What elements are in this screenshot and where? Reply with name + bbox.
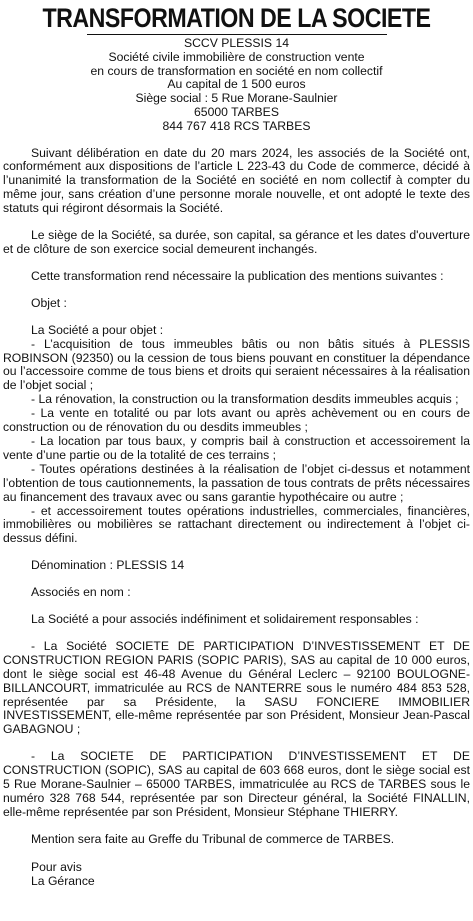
objet-item-2: - La rénovation, la construction ou la transformation desdits immeubles acquis ; [31,392,459,407]
denomination: Dénomination : PLESSIS 14 [31,558,185,573]
objet-item-6: - et accessoirement toutes opérations industrielles, commerciales, financières, immobilières ou mobilières se rattachant directement ou indirectement à l’objet ci-dessus défini. [3,503,470,546]
signature-pour-avis: Pour avis [31,859,82,874]
objet-item-4: - La location par tous baux, y compris bail à construction et accessoirement la vente d’une partie ou de la totalité de ces terrains ; [3,433,470,462]
company-type: Société civile immobilière de construction vente [108,49,365,64]
paragraph-unchanged: Le siège de la Société, sa durée, son capital, sa gérance et les dates d'ouverture et de clôture de son exercice social demeurent inchangés. [3,228,470,257]
company-name: SCCV PLESSIS 14 [184,36,289,50]
associe-sopic: - La SOCIETE DE PARTICIPATION D’INVESTISSEMENT ET DE CONSTRUCTION (SOPIC), SAS au capital de 603 668 euros, dont le siège social est 5 Rue Morane-Saulnier – 65000 TARBES, immatriculée au RCS de TARBES sous le numéro 328 768 544, représentée par son Directeur général, la Société FINALLIN, elle-même représentée par son Président, Monsieur Stéphane THIERRY. [3,749,470,819]
paragraph-publication: Cette transformation rend nécessaire la publication des mentions suivantes : [31,268,444,283]
objet-item-5: - Toutes opérations destinées à la réalisation de l’objet ci-dessus et notamment l’obtention de tous cautionnements, la passation de tous contrats de prêts nécessaires au financement des travaux avec ou sans garantie hypothécaire ou autre ; [3,461,470,504]
greffe-mention: Mention sera faite au Greffe du Tribunal de commerce de TARBES. [31,831,395,846]
objet-label: Objet : [31,295,67,310]
objet-intro: La Société a pour objet : [31,322,164,337]
company-header [3,37,470,134]
associes-intro: La Société a pour associés indéfiniment et solidairement responsables : [31,612,419,627]
notice-title: TRANSFORMATION DE LA SOCIETE [42,3,431,33]
title-divider [87,34,387,35]
objet-item-1: - L’acquisition de tous immeubles bâtis ou non bâtis situés à PLESSIS ROBINSON (92350) ou la cession de tous biens pouvant en constituer la dépendance ou l’accessoire comme de tous biens et droits qui seraient nécessaires à la réalisation de l’objet social ; [3,336,470,393]
company-status: en cours de transformation en société en nom collectif [90,63,383,78]
company-city: 65000 TARBES [194,104,279,119]
company-capital: Au capital de 1 500 euros [167,77,306,92]
objet-item-3: - La vente en totalité ou par lots avant ou après achèvement ou en cours de construction ou de rénovation du ou desdits immeubles ; [3,406,470,435]
associes-label: Associés en nom : [31,585,131,600]
signature-block [3,860,470,888]
company-seat: Siège social : 5 Rue Morane-Saulnier [135,91,338,106]
associe-sopic-paris: - La Société SOCIETE DE PARTICIPATION D’INVESTISSEMENT ET DE CONSTRUCTION REGION PARIS (SOPIC PARIS), SAS au capital de 10 000 euros, dont le siège social est 46-48 Avenue du Général Leclerc – 92100 BOULOGNE-BILLANCOURT, immatriculée au RCS de NANTERRE sous le numéro 484 853 528, représentée par sa Présidente, la SASU FONCIERE IMMOBILIER INVESTISSEMENT, elle-même représentée par son Président, Monsieur Jean-Pascal GABAGNOU ; [3,638,470,737]
paragraph-deliberation: Suivant délibération en date du 20 mars 2024, les associés de la Société ont, conformément aux dispositions de l’article L 223-43 du Code de commerce, décidé à l’unanimité la transformation de la Société en société en nom collectif à compter du même jour, sans création d’une personne morale nouvelle, et ont adopté le texte des statuts qui régiront désormais la Société. [3,145,470,216]
company-rcs: 844 767 418 RCS TARBES [162,118,311,133]
signature-gerance: La Gérance [31,873,95,888]
